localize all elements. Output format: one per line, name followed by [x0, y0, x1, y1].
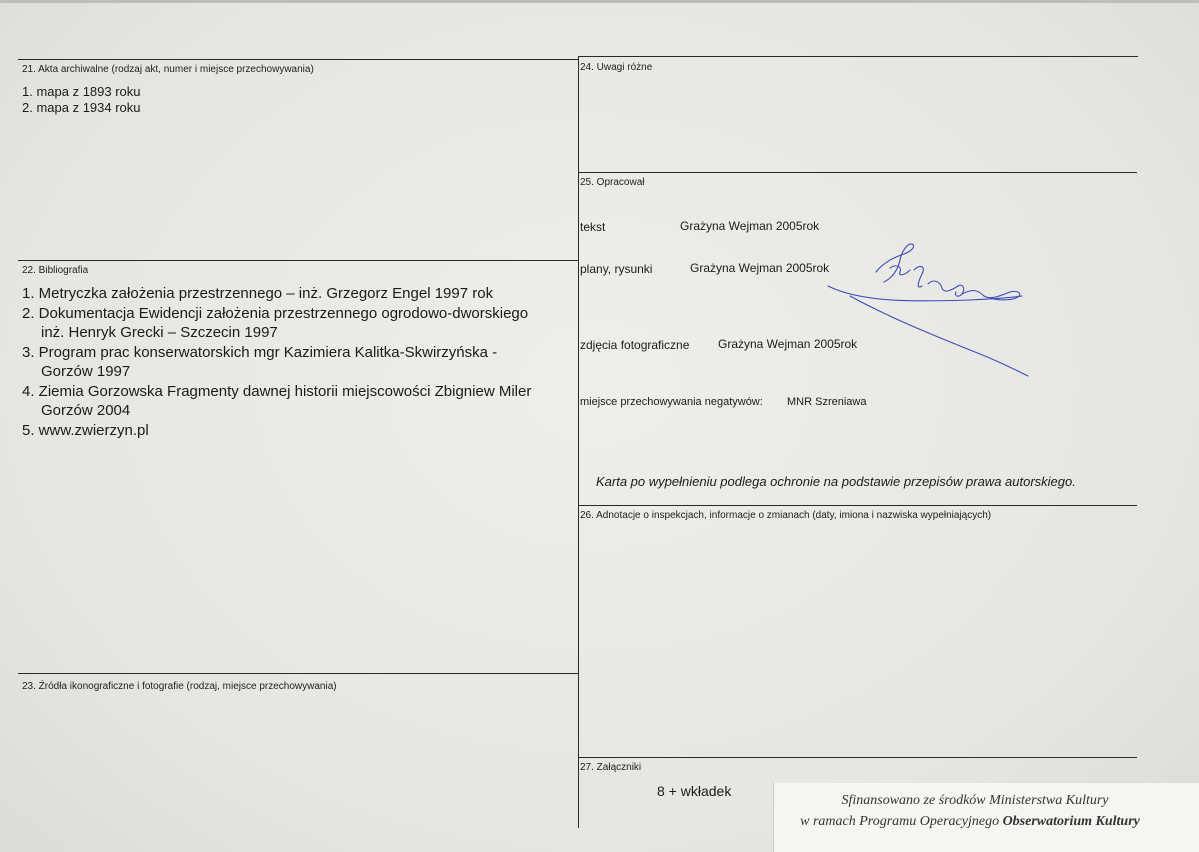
- section-23-label: 23. Źródła ikonograficzne i fotografie (rodzaj, miejsce przechowywania): [22, 681, 337, 692]
- section-26-label: 26. Adnotacje o inspekcjach, informacje o zmianach (daty, imiona i nazwiska wypełniających): [580, 510, 992, 521]
- funding-line-1: Sfinansowano ze środków Ministerstwa Kultury: [841, 793, 1109, 808]
- rule-26: [579, 505, 1137, 506]
- bib-line: 1. Metryczka założenia przestrzennego – inż. Grzegorz Engel 1997 rok: [22, 285, 494, 302]
- funding-program-name: Obserwatorium Kultury: [1002, 814, 1140, 829]
- section-21-label: 21. Akta archiwalne (rodzaj akt, numer i miejsce przechowywania): [22, 64, 314, 75]
- section-25-label: 25. Opracował: [580, 177, 645, 188]
- bib-line: Gorzów 2004: [41, 402, 131, 419]
- plany-value: Grażyna Wejman 2005rok: [690, 261, 830, 275]
- top-rule-right: [579, 56, 1138, 57]
- page-top-edge: [0, 0, 1199, 3]
- bib-line: 2. Dokumentacja Ewidencji założenia przestrzennego ogrodowo-dworskiego: [22, 304, 529, 322]
- plany-label: plany, rysunki: [580, 262, 653, 276]
- bibliography-list: [22, 284, 531, 440]
- bib-line: Gorzów 1997: [41, 363, 131, 380]
- rule-23: [18, 673, 579, 674]
- s21-item-1: 1. mapa z 1893 roku: [22, 84, 141, 99]
- funding-line-2-prefix: w ramach Programu Operacyjnego: [800, 814, 1003, 829]
- handwritten-signature: [820, 238, 1040, 383]
- s21-item-2: 2. mapa z 1934 roku: [22, 100, 141, 115]
- bib-line: 5. www.zwierzyn.pl: [22, 421, 149, 439]
- copyright-note: Karta po wypełnieniu podlega ochronie na podstawie przepisów prawa autorskiego.: [596, 474, 1076, 489]
- funding-line-2: [778, 814, 1162, 830]
- rule-22: [18, 260, 579, 261]
- section-22-label: 22. Bibliografia: [22, 265, 89, 276]
- negatywy-label: miejsce przechowywania negatywów:: [580, 396, 763, 408]
- section-24-label: 24. Uwagi różne: [580, 62, 653, 73]
- rule-27: [579, 757, 1137, 758]
- top-rule-left: [18, 59, 579, 60]
- bib-line: inż. Henryk Grecki – Szczecin 1997: [41, 324, 278, 341]
- zdjecia-value: Grażyna Wejman 2005rok: [718, 337, 858, 351]
- section-27-label: 27. Załączniki: [580, 762, 642, 773]
- negatywy-value: MNR Szreniawa: [787, 396, 867, 408]
- rule-25: [579, 172, 1137, 173]
- tekst-value: Grażyna Wejman 2005rok: [680, 219, 820, 233]
- bib-line: 4. Ziemia Gorzowska Fragmenty dawnej historii miejscowości Zbigniew Miler: [22, 382, 532, 400]
- attachments-value: 8 + wkładek: [657, 783, 732, 799]
- bib-line: 3. Program prac konserwatorskich mgr Kazimiera Kalitka-Skwirzyńska -: [22, 343, 498, 361]
- tekst-label: tekst: [580, 220, 606, 234]
- zdjecia-label: zdjęcia fotograficzne: [580, 338, 690, 352]
